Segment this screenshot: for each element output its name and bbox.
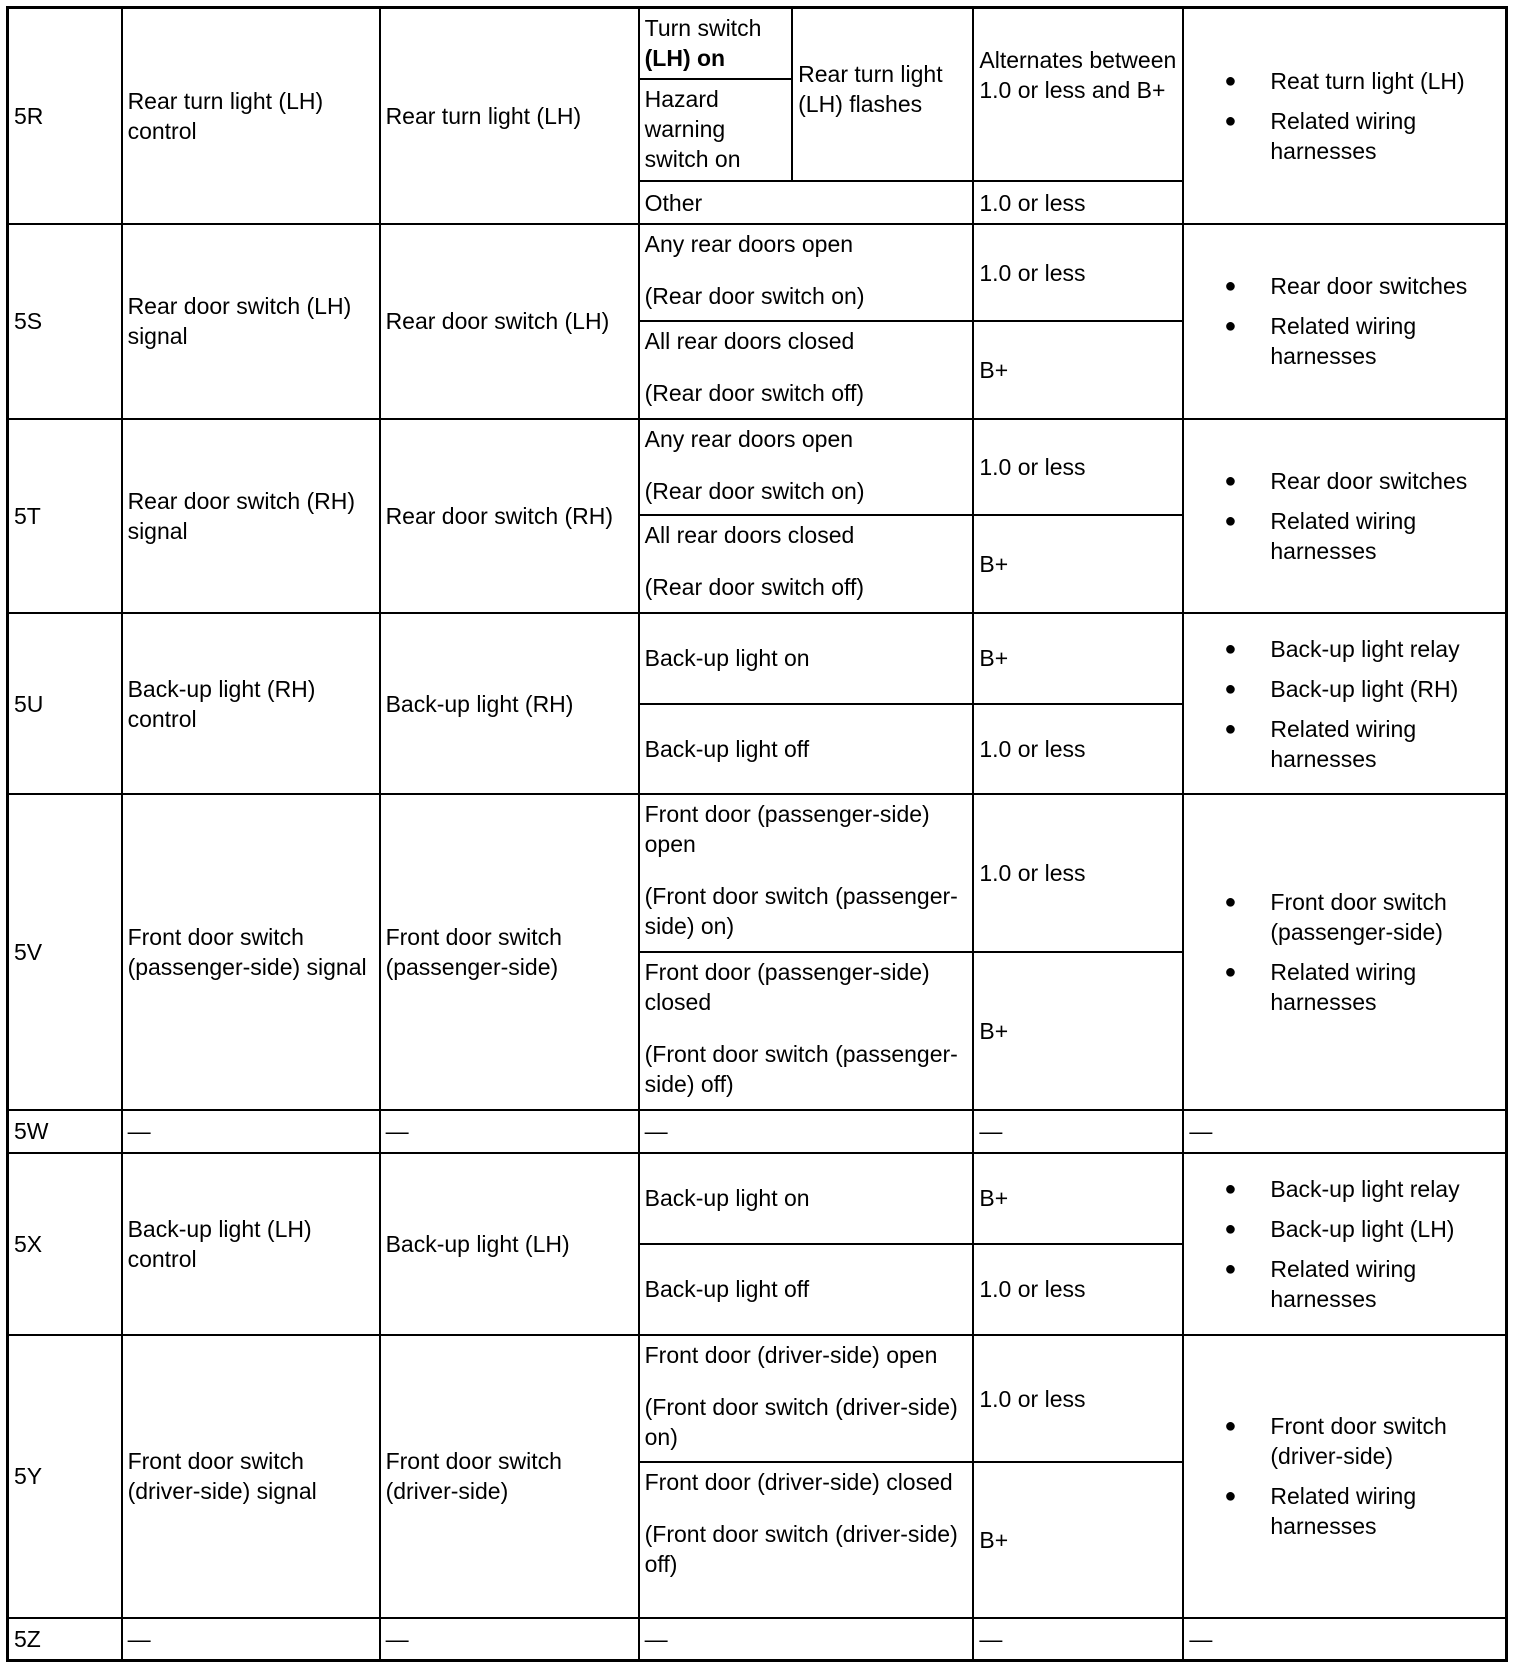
bullet-icon: ● xyxy=(1224,637,1237,660)
list-item: ● Front door switch (passenger-side) xyxy=(1224,889,1447,946)
terminal-cell: 5S xyxy=(8,224,122,419)
list-item: ● Related wiring harnesses xyxy=(1224,1255,1417,1312)
terminal-inspection-table xyxy=(6,6,1508,1662)
voltage-cell: 1.0 or less xyxy=(973,1335,1183,1462)
bullet-icon: ● xyxy=(1224,891,1237,914)
bullet-icon: ● xyxy=(1224,275,1237,298)
connected-to-cell: — xyxy=(380,1110,639,1152)
inspect-cell: — xyxy=(1183,1618,1506,1661)
list-item: ● Back-up light (RH) xyxy=(1224,675,1459,702)
terminal-cell: 5R xyxy=(8,8,122,224)
connected-to-cell: Rear door switch (RH) xyxy=(380,419,639,613)
connected-to-cell: Back-up light (RH) xyxy=(380,613,639,794)
inspect-cell xyxy=(1183,8,1506,224)
table-row-5s xyxy=(8,224,1507,322)
list-item: ● Related wiring harnesses xyxy=(1224,715,1417,772)
terminal-cell: 5Y xyxy=(8,1335,122,1618)
inspect-cell xyxy=(1183,1153,1506,1335)
signal-cell: — xyxy=(122,1110,380,1152)
voltage-cell: — xyxy=(973,1110,1183,1152)
bullet-icon: ● xyxy=(1224,315,1237,338)
bullet-icon: ● xyxy=(1224,1257,1237,1280)
table-row-5r xyxy=(8,8,1507,79)
list-item: ● Reat turn light (LH) xyxy=(1224,67,1465,94)
inspect-cell xyxy=(1183,794,1506,1110)
bullet-icon: ● xyxy=(1224,469,1237,492)
bullet-icon: ● xyxy=(1224,109,1237,132)
bullet-icon: ● xyxy=(1224,1415,1237,1438)
voltage-cell: B+ xyxy=(973,613,1183,704)
signal-cell: Back-up light (RH) control xyxy=(122,613,380,794)
list-item: ● Related wiring harnesses xyxy=(1224,507,1417,564)
bullet-icon: ● xyxy=(1224,509,1237,532)
list-item: ● Back-up light (LH) xyxy=(1224,1215,1455,1242)
bullet-icon: ● xyxy=(1224,717,1237,740)
condition-cell: Back-up light on xyxy=(639,1153,974,1244)
signal-cell: Front door switch (passenger-side) signal xyxy=(122,794,380,1110)
condition-cell: — xyxy=(639,1618,974,1661)
voltage-cell: 1.0 or less xyxy=(973,419,1183,515)
list-item: ● Front door switch (driver-side) xyxy=(1224,1413,1447,1470)
list-item: ● Rear door switches xyxy=(1224,273,1468,300)
voltage-cell: 1.0 or less xyxy=(973,1244,1183,1335)
bullet-icon: ● xyxy=(1224,677,1237,700)
terminal-cell: 5W xyxy=(8,1110,122,1152)
condition-cell: All rear doors closed (Rear door switch off) xyxy=(639,515,974,613)
condition-cell: Back-up light on xyxy=(639,613,974,704)
table-row-5x xyxy=(8,1153,1507,1244)
voltage-cell: 1.0 or less xyxy=(973,794,1183,952)
signal-cell: Front door switch (driver-side) signal xyxy=(122,1335,380,1618)
connected-to-cell: Rear turn light (LH) xyxy=(380,8,639,224)
condition-text-bold: (LH) on xyxy=(644,45,726,71)
table-row-5t xyxy=(8,419,1507,515)
terminal-cell: 5U xyxy=(8,613,122,794)
condition-cell: Any rear doors open (Rear door switch on) xyxy=(639,224,974,322)
condition-cell: Back-up light off xyxy=(639,704,974,794)
signal-cell: — xyxy=(122,1618,380,1661)
bullet-icon: ● xyxy=(1224,1485,1237,1508)
voltage-cell: 1.0 or less xyxy=(973,704,1183,794)
table-row-5w xyxy=(8,1110,1507,1152)
terminal-cell: 5X xyxy=(8,1153,122,1335)
list-item: ● Related wiring harnesses xyxy=(1224,107,1417,164)
voltage-cell: B+ xyxy=(973,952,1183,1110)
signal-cell: Rear door switch (RH) signal xyxy=(122,419,380,613)
voltage-cell: B+ xyxy=(973,1153,1183,1244)
condition-cell: Hazard warning switch on xyxy=(639,79,793,182)
condition-cell xyxy=(639,8,793,79)
condition-cell: — xyxy=(639,1110,974,1152)
list-item: ● Related wiring harnesses xyxy=(1224,1483,1417,1540)
list-item: ● Related wiring harnesses xyxy=(1224,959,1417,1016)
voltage-cell: Alternates between 1.0 or less and B+ xyxy=(973,8,1183,182)
voltage-cell: B+ xyxy=(973,321,1183,419)
condition-cell: Any rear doors open (Rear door switch on) xyxy=(639,419,974,515)
inspect-cell xyxy=(1183,1335,1506,1618)
signal-cell: Back-up light (LH) control xyxy=(122,1153,380,1335)
list-item: ● Rear door switches xyxy=(1224,467,1468,494)
connected-to-cell: — xyxy=(380,1618,639,1661)
terminal-cell: 5Z xyxy=(8,1618,122,1661)
connected-to-cell: Rear door switch (LH) xyxy=(380,224,639,419)
condition-cell: All rear doors closed (Rear door switch off) xyxy=(639,321,974,419)
condition-cell: Front door (passenger-side) closed (Front door switch (passenger-side) off) xyxy=(639,952,974,1110)
condition-cell: Other xyxy=(639,181,974,223)
bullet-icon: ● xyxy=(1224,1177,1237,1200)
terminal-cell: 5V xyxy=(8,794,122,1110)
condition-cell: Front door (driver-side) closed (Front door switch (driver-side) off) xyxy=(639,1462,974,1618)
connected-to-cell: Front door switch (driver-side) xyxy=(380,1335,639,1618)
bullet-icon: ● xyxy=(1224,69,1237,92)
inspect-cell: — xyxy=(1183,1110,1506,1152)
connected-to-cell: Back-up light (LH) xyxy=(380,1153,639,1335)
connected-to-cell: Front door switch (passenger-side) xyxy=(380,794,639,1110)
list-item: ● Back-up light relay xyxy=(1224,1175,1460,1202)
condition-cell: Rear turn light (LH) flashes xyxy=(792,8,973,182)
inspect-cell xyxy=(1183,419,1506,613)
voltage-cell: — xyxy=(973,1618,1183,1661)
terminal-cell: 5T xyxy=(8,419,122,613)
condition-text: Turn switch xyxy=(644,15,762,41)
condition-cell: Front door (passenger-side) open (Front door switch (passenger-side) on) xyxy=(639,794,974,952)
condition-cell: Back-up light off xyxy=(639,1244,974,1335)
list-item: ● Related wiring harnesses xyxy=(1224,313,1417,370)
voltage-cell: 1.0 or less xyxy=(973,181,1183,223)
table-row-5u xyxy=(8,613,1507,704)
table-row-5z xyxy=(8,1618,1507,1661)
signal-cell: Rear turn light (LH) control xyxy=(122,8,380,224)
inspect-cell xyxy=(1183,613,1506,794)
voltage-cell: 1.0 or less xyxy=(973,224,1183,322)
signal-cell: Rear door switch (LH) signal xyxy=(122,224,380,419)
inspect-cell xyxy=(1183,224,1506,419)
voltage-cell: B+ xyxy=(973,515,1183,613)
condition-cell: Front door (driver-side) open (Front door switch (driver-side) on) xyxy=(639,1335,974,1462)
bullet-icon: ● xyxy=(1224,1217,1237,1240)
list-item: ● Back-up light relay xyxy=(1224,635,1460,662)
bullet-icon: ● xyxy=(1224,961,1237,984)
table-row-5y xyxy=(8,1335,1507,1462)
voltage-cell: B+ xyxy=(973,1462,1183,1618)
table-row-5v xyxy=(8,794,1507,952)
